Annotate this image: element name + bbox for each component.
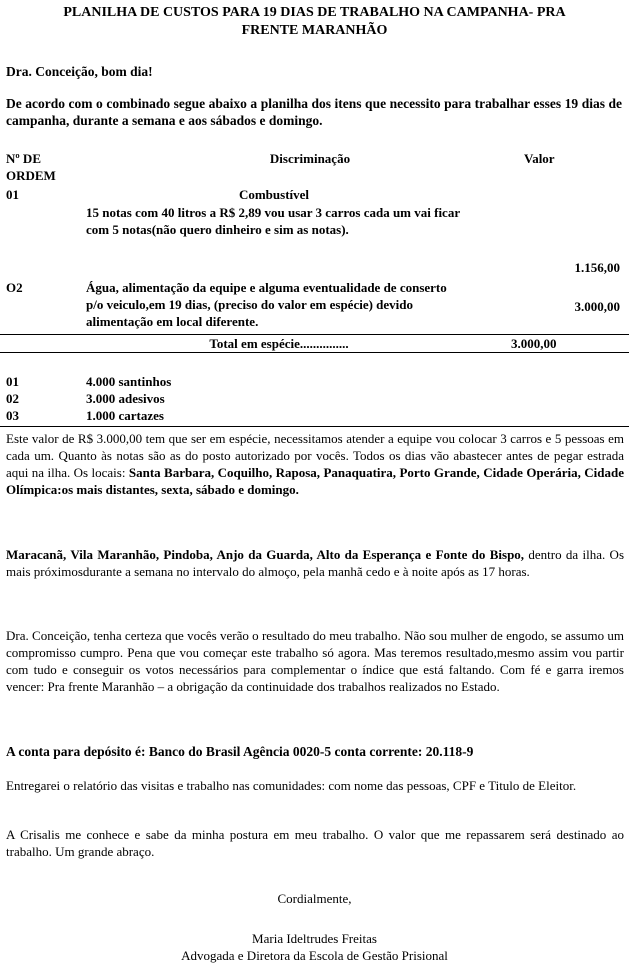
material-1-item: 4.000 santinhos	[86, 374, 172, 389]
material-3-item: 1.000 cartazes	[86, 408, 164, 423]
materials-bottom-rule	[0, 426, 629, 427]
row-1-value: 1.156,00	[574, 260, 620, 275]
intro-paragraph: De acordo com o combinado segue abaixo a planilha dos itens que necessito para trabalhar esses 19 dias de campanha, durante a semana e aos sábados e domingo.	[6, 96, 622, 128]
header-order-number: Nº DE ORDEM	[6, 151, 56, 183]
row-1-description: 15 notas com 40 litros a R$ 2,89 vou usar 3 carros cada um vai ficar com 5 notas(não quero dinheiro e sim as notas).	[86, 205, 460, 237]
total-label: Total em espécie...............	[209, 336, 349, 351]
paragraph-nearby-locations	[6, 546, 624, 580]
material-3-number: 03	[6, 408, 19, 423]
paragraph-report: Entregarei o relatório das visitas e trabalho nas comunidades: com nome das pessoas, CPF e Titulo de Eleitor.	[6, 778, 577, 793]
signature-role: Advogada e Diretora da Escola de Gestão Prisional	[181, 948, 448, 963]
row-1-title: Combustível	[238, 187, 310, 202]
paragraph-nearby-locations-list: Maracanã, Vila Maranhão, Pindoba, Anjo da Guarda, Alto da Esperança e Fonte do Bispo,	[6, 547, 525, 562]
material-2-number: 02	[6, 391, 19, 406]
row-2-number: O2	[6, 280, 23, 295]
material-1-number: 01	[6, 374, 19, 389]
total-value: 3.000,00	[511, 336, 557, 351]
header-value: Valor	[524, 151, 555, 166]
paragraph-commitment: Dra. Conceição, tenha certeza que vocês verão o resultado do meu trabalho. Não sou mulher de engodo, se assumo um compromisso cumpro. Pena que vou começar este trabalho só agora. Mas teremos resultado,mesmo assim vou partir com tudo e conseguir os votos necessários para complementar o índice que está faltando. Com fé e garra iremos vencer: Pra frente Maranhão – a obrigação da continuidade dos trabalhos realizados no Estado.	[6, 628, 624, 694]
row-1-number: 01	[6, 187, 19, 202]
total-bottom-rule	[0, 352, 629, 353]
document-title-line-1: PLANILHA DE CUSTOS PARA 19 DIAS DE TRABALHO NA CAMPANHA- PRA	[63, 5, 566, 20]
paragraph-crisalis: A Crisalis me conhece e sabe da minha postura em meu trabalho. O valor que me repassarem será destinado ao trabalho. Um grande abraço.	[6, 827, 624, 859]
document-title-line-2: FRENTE MARANHÃO	[241, 23, 388, 38]
row-2-value: 3.000,00	[574, 299, 620, 314]
signature-name: Maria Ideltrudes Freitas	[252, 931, 377, 946]
header-description: Discriminação	[269, 151, 351, 166]
paragraph-vehicles-locations: Santa Barbara, Coquilho, Raposa, Panaquatira, Porto Grande, Cidade Operária, Cidade Olímpica:os mais distantes, sexta, sábado e domingo.	[6, 465, 625, 497]
row-2-description: Água, alimentação da equipe e alguma eventualidade de conserto p/o veiculo,em 19 dias, (preciso do valor em espécie) devido alimentação em local diferente.	[86, 280, 447, 329]
closing: Cordialmente,	[277, 891, 352, 906]
material-2-item: 3.000 adesivos	[86, 391, 165, 406]
greeting: Dra. Conceição, bom dia!	[6, 64, 153, 79]
paragraph-nearby-locations-text: dentro da ilha. Os mais próximosdurante a semana no intervalo do almoço, pela manhã cedo e à noite após as 17 horas.	[6, 547, 625, 579]
paragraph-vehicles	[6, 430, 624, 498]
paragraph-vehicles-text: Este valor de R$ 3.000,00 tem que ser em espécie, necessitamos atender a equipe vou colocar 3 carros e 5 pessoas em cada um. Quanto às notas são as do posto autorizado por vocês. Todos os dias vão abastecer antes de pegar estrada aqui na ilha. Os locais:	[6, 431, 624, 480]
bank-account-line: A conta para depósito é: Banco do Brasil Agência 0020-5 conta corrente: 20.118-9	[6, 744, 474, 759]
